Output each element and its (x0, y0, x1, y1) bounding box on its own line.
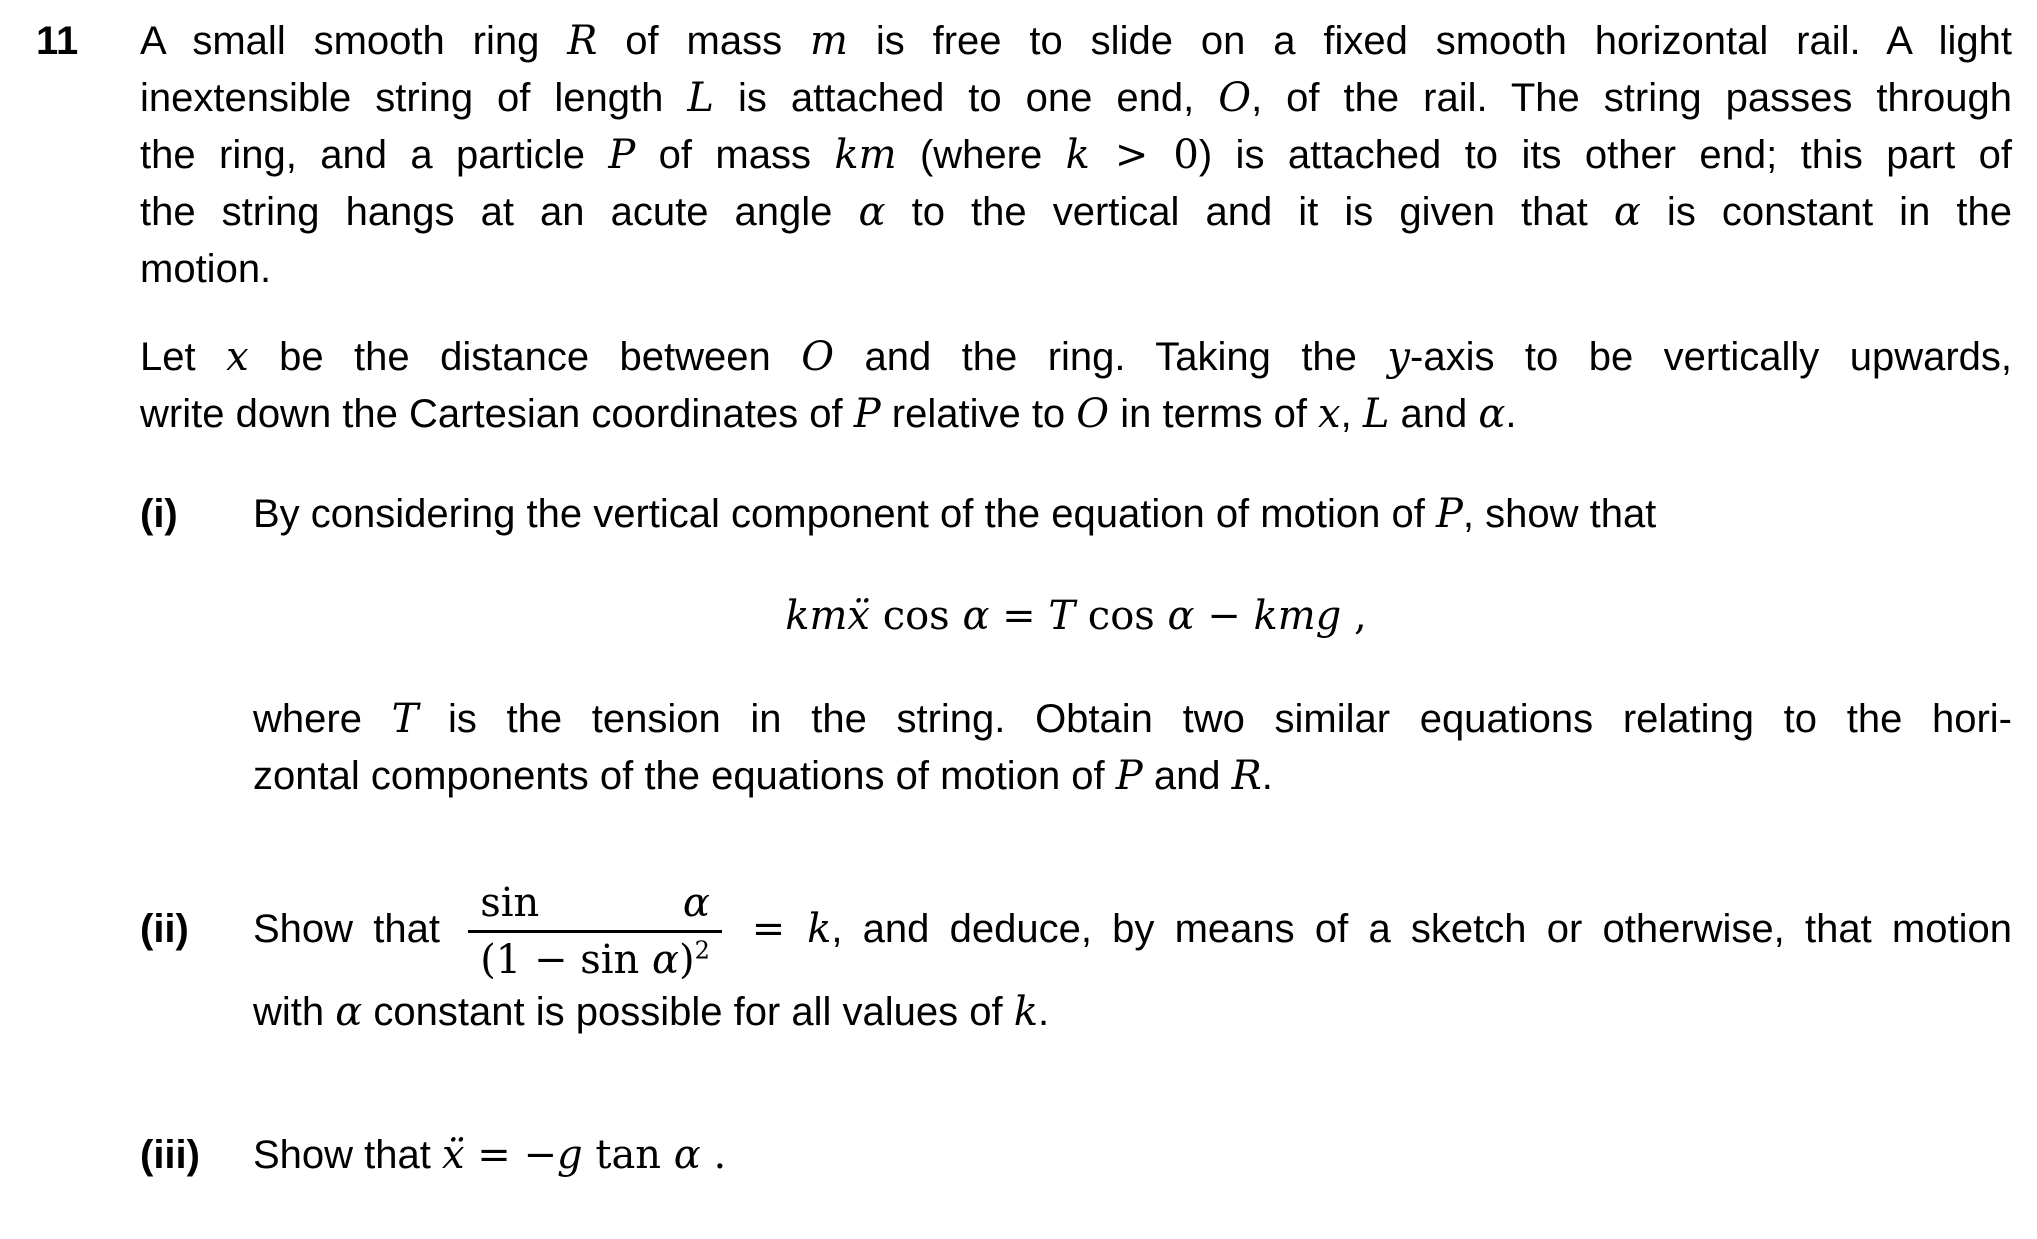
math-text: 2 (694, 936, 710, 965)
math-text: α (1613, 189, 1641, 235)
question-content (140, 13, 2012, 1184)
paragraph (140, 13, 2012, 298)
body-text: the ring, and a particle (140, 133, 609, 177)
text-line (140, 241, 2012, 298)
body-text: , show that (1462, 492, 1657, 536)
math-text: α (962, 593, 990, 639)
text-line (140, 386, 2012, 443)
body-text: is free to slide on a fixed smooth horizontal rail. A light (847, 19, 2013, 63)
body-text: in terms of (1109, 392, 1319, 436)
math-text: = (729, 906, 808, 953)
body-text: is constant in the (1640, 190, 2012, 234)
body-text: and (1389, 392, 1479, 436)
body-text: of mass (597, 19, 810, 63)
math-text: R (1231, 753, 1262, 799)
math-text: α (1478, 391, 1506, 437)
math-text: α (335, 989, 363, 1035)
text-line (140, 486, 2012, 543)
body-text: and the ring. Taking the (834, 335, 1388, 379)
body-text: of mass (635, 133, 835, 177)
math-text: = (989, 593, 1049, 639)
math-text: R (567, 18, 598, 64)
item-ii (140, 879, 2012, 1041)
math-text: α (673, 1132, 701, 1178)
math-text: (1 − sin (480, 937, 652, 983)
text-line (140, 184, 2012, 241)
math-text: ẍ (442, 1132, 465, 1178)
math-text: O (801, 334, 834, 380)
fraction (468, 879, 722, 984)
math-text: O (1218, 75, 1252, 121)
math-text: α (858, 189, 886, 235)
math-text: T (391, 696, 419, 742)
math-text: cos (869, 593, 963, 639)
body-text: motion. (140, 247, 272, 291)
item-iii (140, 1127, 2012, 1184)
body-text: , of the rail. The string passes through (1251, 76, 2013, 120)
text-line (253, 748, 2012, 805)
text-line (140, 1127, 2012, 1184)
math-text: k (1013, 989, 1038, 1035)
math-text: , (1341, 593, 1367, 639)
item-body (140, 879, 2012, 1041)
body-text: constant is possible for all values of (362, 990, 1014, 1034)
math-text: g (557, 1132, 583, 1178)
body-text: By considering the vertical component of the equation of motion of (253, 492, 1436, 536)
body-text: the string hangs at an acute angle (140, 190, 859, 234)
item-i (140, 486, 2012, 805)
body-text: zontal components of the equations of motion of (253, 754, 1116, 798)
text-line (140, 127, 2012, 184)
math-text: P (853, 391, 881, 437)
text-line (140, 329, 2012, 386)
body-text: . (1261, 754, 1273, 798)
body-text: inextensible string of length (140, 76, 688, 120)
body-text: . (1505, 392, 1517, 436)
math-text: L (1362, 391, 1390, 437)
item-label: (i) (140, 492, 178, 536)
body-text: is attached to one end, (713, 76, 1219, 120)
body-text: A small smooth ring (140, 19, 568, 63)
body-text: with (253, 990, 336, 1034)
body-text: is the tension in the string. Obtain two similar equations relating to the hori- (418, 697, 2012, 741)
math-text: km (834, 132, 897, 178)
math-text: α (652, 937, 680, 983)
body-text: be the distance between (248, 335, 802, 379)
text-line (253, 691, 2012, 748)
body-text: ) is attached to its other end; this part of (1198, 133, 2012, 177)
math-text: y (1387, 334, 1410, 380)
math-text: P (608, 132, 636, 178)
math-text: − (1194, 593, 1254, 639)
body-text: and (1142, 754, 1232, 798)
body-text: Show that (253, 907, 461, 952)
paragraph (140, 329, 2012, 443)
math-text: kmg (1253, 593, 1342, 639)
body-text: , and deduce, by means of a sketch or otherwise, that motion (831, 907, 2012, 952)
body-text: . (1037, 990, 1050, 1034)
text-line (253, 984, 2012, 1041)
math-text: cos (1075, 593, 1168, 639)
math-text: α (1167, 593, 1195, 639)
body-text: where (253, 697, 392, 741)
math-text: x (226, 334, 249, 380)
math-text: x (1318, 391, 1341, 437)
math-text: k (1065, 132, 1090, 178)
body-text: -axis to be vertically upwards, (1410, 335, 2013, 379)
math-text: sin (480, 880, 683, 926)
math-text: k (807, 906, 832, 953)
math-text: > 0 (1089, 132, 1199, 178)
body-text: write down the Cartesian coordinates of (140, 392, 854, 436)
body-text: Show that (253, 1133, 443, 1177)
math-text: P (1115, 753, 1143, 799)
body-text: relative to (880, 392, 1077, 436)
math-text: P (1435, 491, 1463, 537)
item-body (140, 1127, 2012, 1184)
math-text: kmẍ (785, 593, 870, 639)
item-label: (iii) (140, 1133, 200, 1177)
math-text: O (1076, 391, 1110, 437)
body-text: (where (896, 133, 1066, 177)
math-text: m (810, 18, 848, 64)
body-text: Let (140, 335, 227, 379)
item-label: (ii) (140, 907, 189, 952)
body-text: , (1340, 392, 1363, 436)
question-number: 11 (36, 19, 79, 63)
math-text: L (687, 75, 714, 121)
body-text: to the vertical and it is given that (885, 190, 1614, 234)
item-body (140, 486, 2012, 805)
math-text: . (700, 1132, 727, 1178)
math-text: = − (464, 1132, 558, 1178)
math-text: T (1048, 593, 1076, 639)
text-line (140, 70, 2012, 127)
math-text: ) (679, 937, 695, 983)
text-line (140, 879, 2012, 984)
math-text: α (682, 880, 710, 926)
text-line (140, 13, 2012, 70)
math-text: tan (582, 1132, 674, 1178)
display-equation (140, 588, 2012, 645)
